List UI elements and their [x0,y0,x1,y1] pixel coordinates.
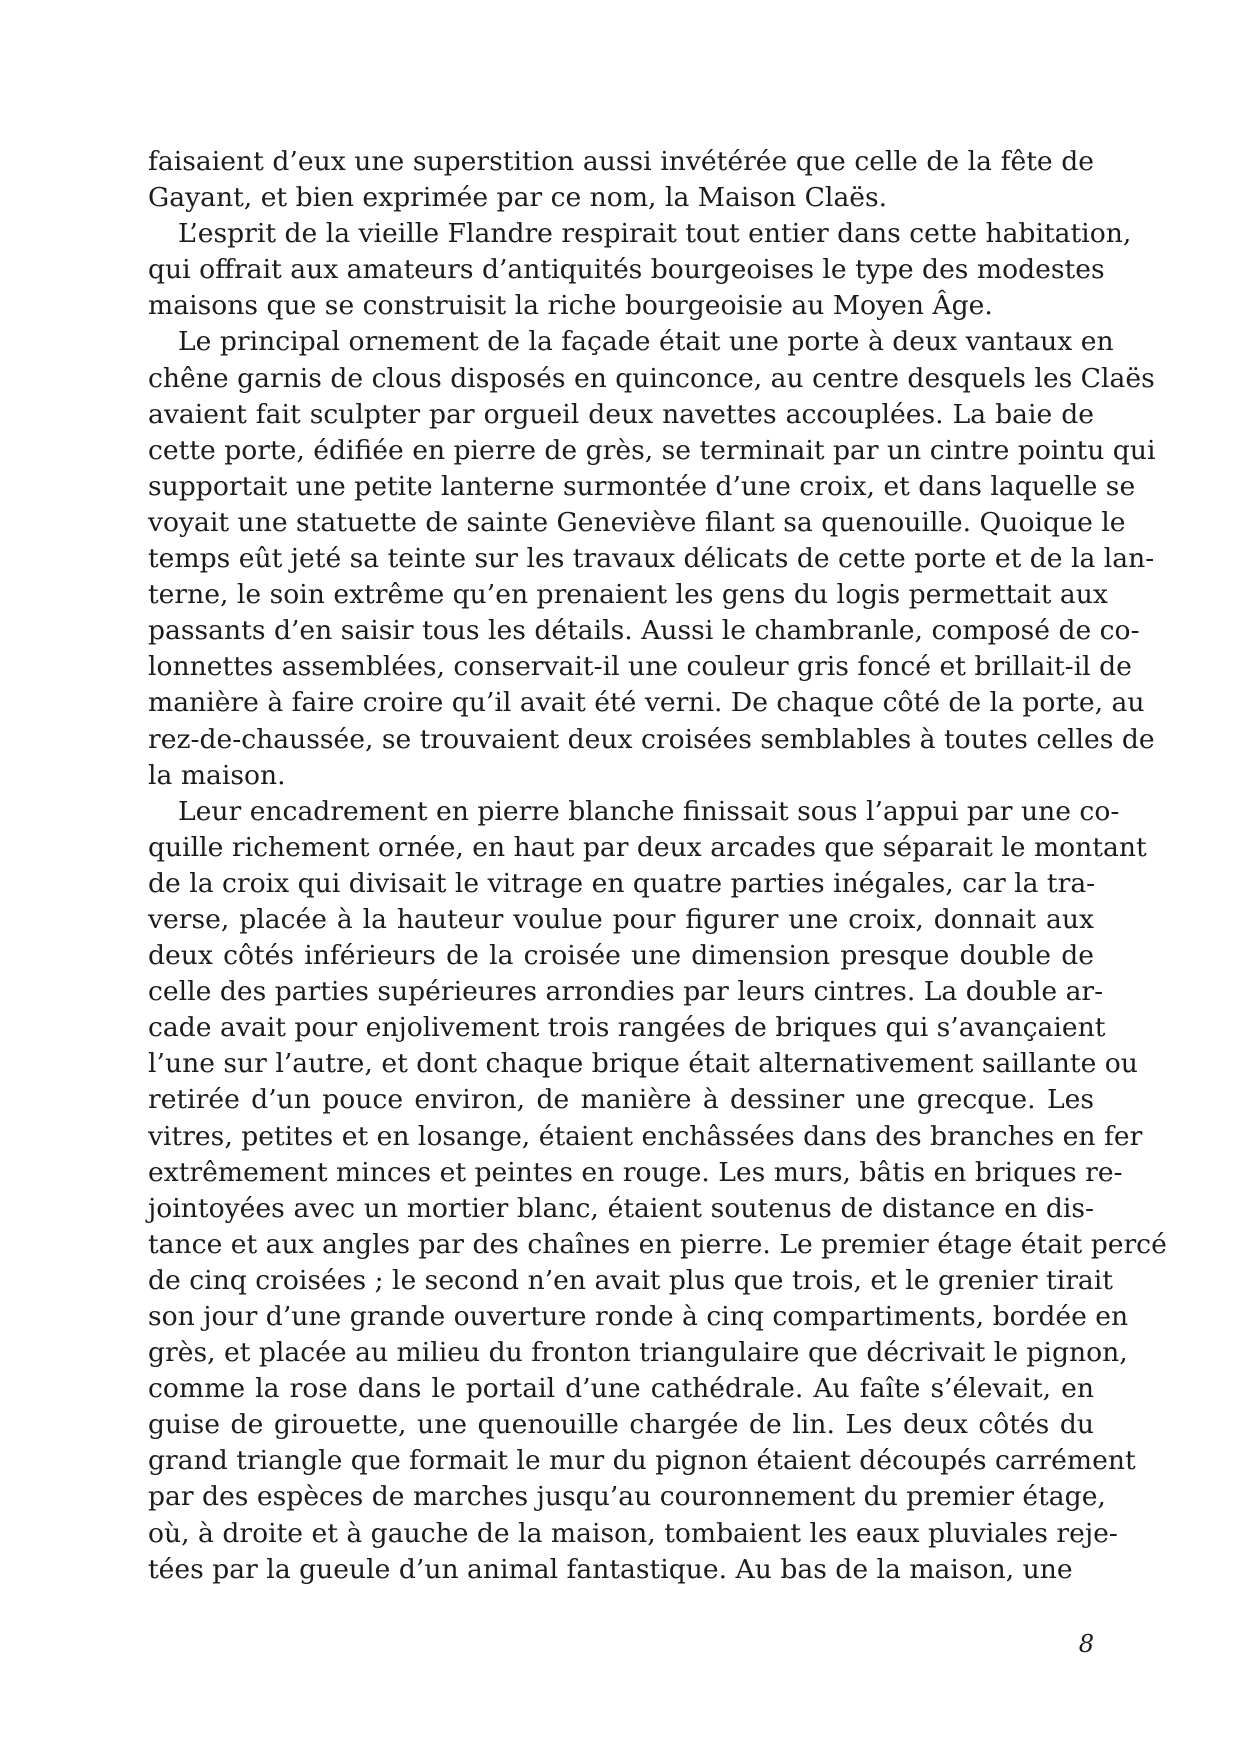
text-line: terne, le soin extrême qu’en prenaient les gens du logis permettait aux [148,579,1108,611]
text-line: grès, et placée au milieu du fronton triangulaire que décrivait le pignon, [148,1337,1128,1369]
text-line: deux côtés inférieurs de la croisée une dimension presque double de [148,940,1094,972]
page-number: 8 [1078,1630,1094,1658]
text-line: extrêmement minces et peintes en rouge. Les murs, bâtis en briques re- [148,1156,1123,1188]
text-line: verse, placée à la hauteur voulue pour figurer une croix, donnait aux [148,903,1094,935]
text-line: Leur encadrement en pierre blanche finissait sous l’appui par une co- [178,795,1120,827]
text-line: de cinq croisées ; le second n’en avait plus que trois, et le grenier tirait [148,1264,1113,1296]
text-line: Le principal ornement de la façade était une porte à deux vantaux en [178,326,1114,358]
text-line: faisaient d’eux une superstition aussi invétérée que celle de la fête de [148,146,1094,177]
text-line: avaient fait sculpter par orgueil deux navettes accouplées. La baie de [148,398,1094,430]
text-line: celle des parties supérieures arrondies par leurs cintres. La double ar- [148,976,1104,1008]
text-line: où, à droite et à gauche de la maison, tombaient les eaux pluviales reje- [148,1517,1118,1549]
text-line: passants d’en saisir tous les détails. Aussi le chambranle, composé de co- [148,615,1140,647]
text-line: vitres, petites et en losange, étaient enchâssées dans des branches en fer [148,1120,1143,1152]
text-line: de la croix qui divisait le vitrage en quatre parties inégales, car la tra- [148,867,1096,899]
text-line: l’une sur l’autre, et dont chaque brique était alternativement saillante ou [148,1048,1138,1080]
text-line: supportait une petite lanterne surmontée d’une croix, et dans laquelle se [148,470,1136,502]
text-line: la maison. [148,759,286,791]
text-line: guise de girouette, une quenouille chargée de lin. Les deux côtés du [148,1409,1094,1441]
text-line: grand triangle que formait le mur du pignon étaient découpés carrément [148,1445,1136,1477]
text-line: temps eût jeté sa teinte sur les travaux délicats de cette porte et de la lan- [148,543,1155,575]
text-line: jointoyées avec un mortier blanc, étaient soutenus de distance en dis- [148,1192,1094,1224]
text-line: tance et aux angles par des chaînes en pierre. Le premier étage était percé [148,1228,1167,1260]
paragraph [148,216,1132,324]
text-line: L’esprit de la vieille Flandre respirait tout entier dans cette habitation, [178,218,1132,250]
text-line: maisons que se construisit la riche bourgeoisie au Moyen Âge. [148,290,993,322]
text-line: quille richement ornée, en haut par deux arcades que séparait le montant [148,831,1147,863]
text-line: cade avait pour enjolivement trois rangées de briques qui s’avançaient [148,1012,1106,1044]
paragraph [148,794,1167,1588]
text-line: cette porte, édifiée en pierre de grès, se terminait par un cintre pointu qui [148,434,1156,466]
text-line: chêne garnis de clous disposés en quinconce, au centre desquels les Claës [148,362,1155,394]
body-text [148,144,1167,1588]
text-line: Gayant, et bien exprimée par ce nom, la Maison Claës. [148,182,888,214]
text-line: par des espèces de marches jusqu’au couronnement du premier étage, [148,1481,1106,1513]
text-line: comme la rose dans le portail d’une cathédrale. Au faîte s’élevait, en [148,1373,1094,1405]
text-line: retirée d’un pouce environ, de manière à dessiner une grecque. Les [148,1084,1094,1116]
paragraph [148,324,1156,793]
text-line: tées par la gueule d’un animal fantastique. Au bas de la maison, une [148,1553,1073,1585]
text-line: son jour d’une grande ouverture ronde à cinq compartiments, bordée en [148,1301,1129,1332]
text-line: lonnettes assemblées, conservait-il une couleur gris foncé et brillait-il de [148,651,1132,683]
text-line: qui offrait aux amateurs d’antiquités bourgeoises le type des modestes [148,254,1105,286]
text-line: rez-de-chaussée, se trouvaient deux croisées semblables à toutes celles de [148,723,1155,755]
paragraph [148,144,1094,216]
text-line: manière à faire croire qu’il avait été verni. De chaque côté de la porte, au [148,687,1145,719]
text-line: voyait une statuette de sainte Geneviève filant sa quenouille. Quoique le [148,506,1126,538]
